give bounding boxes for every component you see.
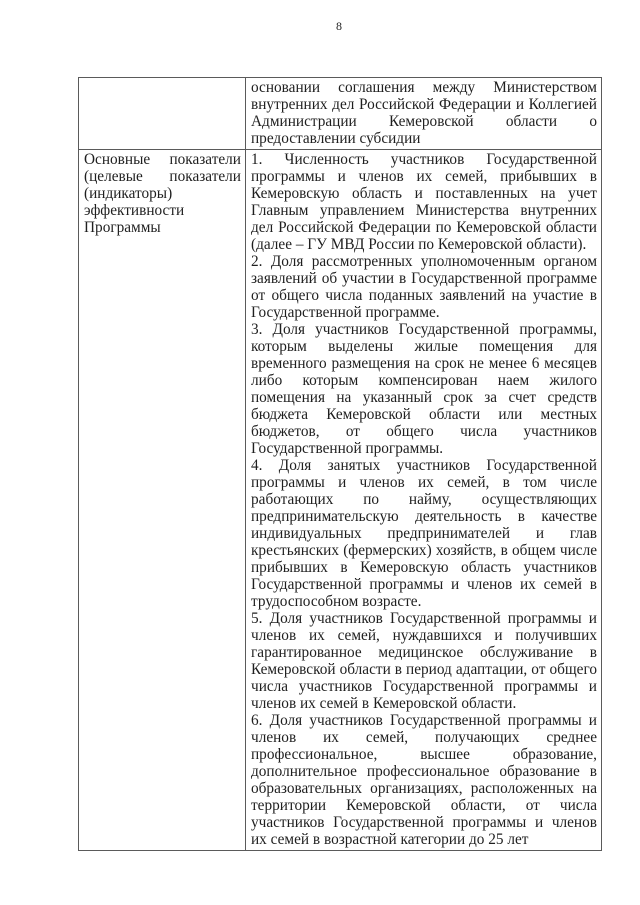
paragraph: 3. Доля участников Государственной программы, которым выделены жилые помещения для временного размещения на срок не менее 6 месяцев либо которым компенсирован наем жилого помещения на указанный срок за счет средств бюджета Кемеровской области или местных бюджетов, от общего числа участников Государственной программы. (251, 321, 597, 457)
table-cell-value-continuation (246, 78, 602, 150)
table-row-indicators (79, 150, 602, 851)
table-row-continuation (79, 78, 602, 150)
paragraph: основании соглашения между Министерством внутренних дел Российской Федерации и Коллегией Администрации Кемеровской области о предоставлении субсидии (251, 79, 597, 147)
paragraph: 5. Доля участников Государственной программы и членов их семей, нуждавшихся и получивших гарантированное медицинское обслуживание в Кемеровской области в период адаптации, от общего числа участников Государственной программы и членов их семей в Кемеровской области. (251, 610, 597, 712)
page-number (78, 19, 600, 33)
program-passport-table (78, 77, 602, 851)
paragraph: 6. Доля участников Государственной программы и членов их семей, получающих среднее профессиональное, высшее образование, дополнительное профессиональное образование в образовательных организациях, расположенных на территории Кемеровской области, от числа участников Государственной программы и членов их семей в возрастной категории до 25 лет (251, 712, 597, 848)
table-cell-value-indicators (246, 150, 602, 851)
paragraph: 1. Численность участников Государственной программы и членов их семей, прибывших в Кемеровскую область и поставленных на учет Главным управлением Министерства внутренних дел Российской Федерации по Кемеровской области (далее – ГУ МВД России по Кемеровской области). (251, 151, 597, 253)
paragraph: 2. Доля рассмотренных уполномоченным органом заявлений об участии в Государственной программе от общего числа поданных заявлений на участие в Государственной программе. (251, 253, 597, 321)
table-cell-label-empty (79, 78, 246, 150)
table-cell-label-indicators: Основные показатели (целевые показатели (индикаторы) эффективности Программы (79, 150, 246, 851)
paragraph: 4. Доля занятых участников Государственной программы и членов их семей, в том числе работающих по найму, осуществляющих предпринимательскую деятельность в качестве индивидуальных предпринимателей и глав крестьянских (фермерских) хозяйств, в общем числе прибывших в Кемеровскую область участников Государственной программы и членов их семей в трудоспособном возрасте. (251, 457, 597, 610)
page-number-text: 8 (336, 19, 342, 33)
